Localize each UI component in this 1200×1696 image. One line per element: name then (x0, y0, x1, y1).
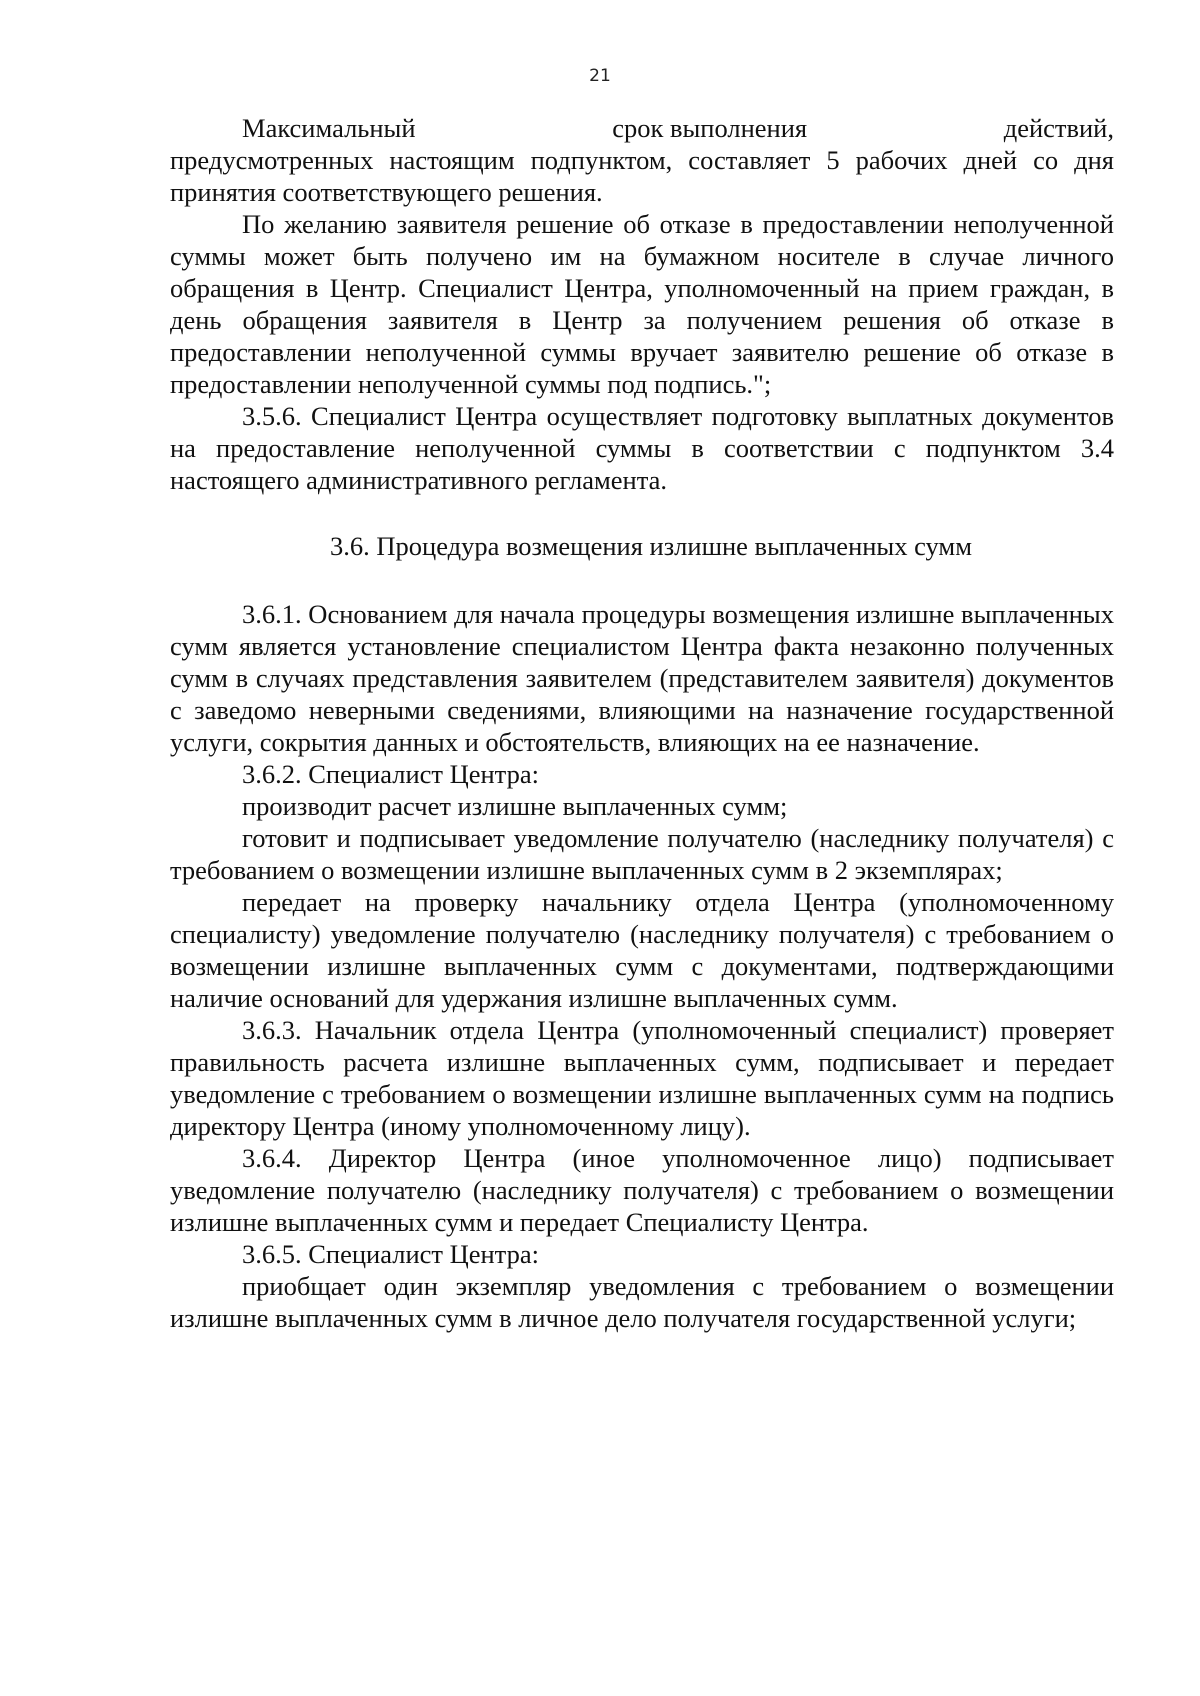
paragraph: приобщает один экземпляр уведомления с требованием о возмещении излишне выплаченных сумм в личное дело получателя государственной услуги; (170, 1271, 1114, 1333)
paragraph: 3.6.4. Директор Центра (иное уполномоченное лицо) подписывает уведомление получателю (наследнику получателя) с требованием о возмещении излишне выплаченных сумм и передает Специалисту Центра. (170, 1143, 1114, 1237)
first-line-word-1: Максимальный (242, 113, 416, 143)
paragraph: передает на проверку начальнику отдела Центра (уполномоченному специалисту) уведомление получателю (наследнику получателя) с требованием о возмещении излишне выплаченных сумм с документами, подтверждающими наличие оснований для удержания излишне выплаченных сумм. (170, 887, 1114, 1013)
paragraph: готовит и подписывает уведомление получателю (наследнику получателя) с требованием о возмещении излишне выплаченных сумм в 2 экземплярах; (170, 823, 1114, 885)
paragraph: 3.6.2. Специалист Центра: (242, 759, 539, 789)
section-heading: 3.6. Процедура возмещения излишне выплаченных сумм (330, 531, 972, 561)
paragraph: 3.6.1. Основанием для начала процедуры возмещения излишне выплаченных сумм является установление специалистом Центра факта незаконно полученных сумм в случаях представления заявителем (представителем заявителя) документов с заведомо неверными сведениями, влияющими на назначение государственной услуги, сокрытия данных и обстоятельств, влияющих на ее назначение. (170, 599, 1114, 757)
paragraph: предусмотренных настоящим подпунктом, составляет 5 рабочих дней со дня принятия соответствующего решения. (170, 145, 1114, 207)
first-line-word-3: действий, (1003, 113, 1114, 143)
paragraph: 3.5.6. Специалист Центра осуществляет подготовку выплатных документов на предоставление неполученной суммы в соответствии с подпунктом 3.4 настоящего административного регламента. (170, 401, 1114, 495)
page-number: 21 (589, 66, 611, 86)
document-body (170, 112, 1114, 1334)
first-line-word-2: срок выполнения (612, 113, 808, 143)
paragraph: 3.6.5. Специалист Центра: (242, 1239, 539, 1269)
paragraph: 3.6.3. Начальник отдела Центра (уполномоченный специалист) проверяет правильность расчета излишне выплаченных сумм, подписывает и передает уведомление с требованием о возмещении излишне выплаченных сумм на подпись директору Центра (иному уполномоченному лицу). (170, 1015, 1114, 1141)
paragraph: производит расчет излишне выплаченных сумм; (242, 791, 788, 821)
paragraph: По желанию заявителя решение об отказе в предоставлении неполученной суммы может быть получено им на бумажном носителе в случае личного обращения в Центр. Специалист Центра, уполномоченный на прием граждан, в день обращения заявителя в Центр за получением решения об отказе в предоставлении неполученной суммы вручает заявителю решение об отказе в предоставлении неполученной суммы под подпись."; (170, 209, 1114, 399)
first-line (170, 112, 1114, 144)
